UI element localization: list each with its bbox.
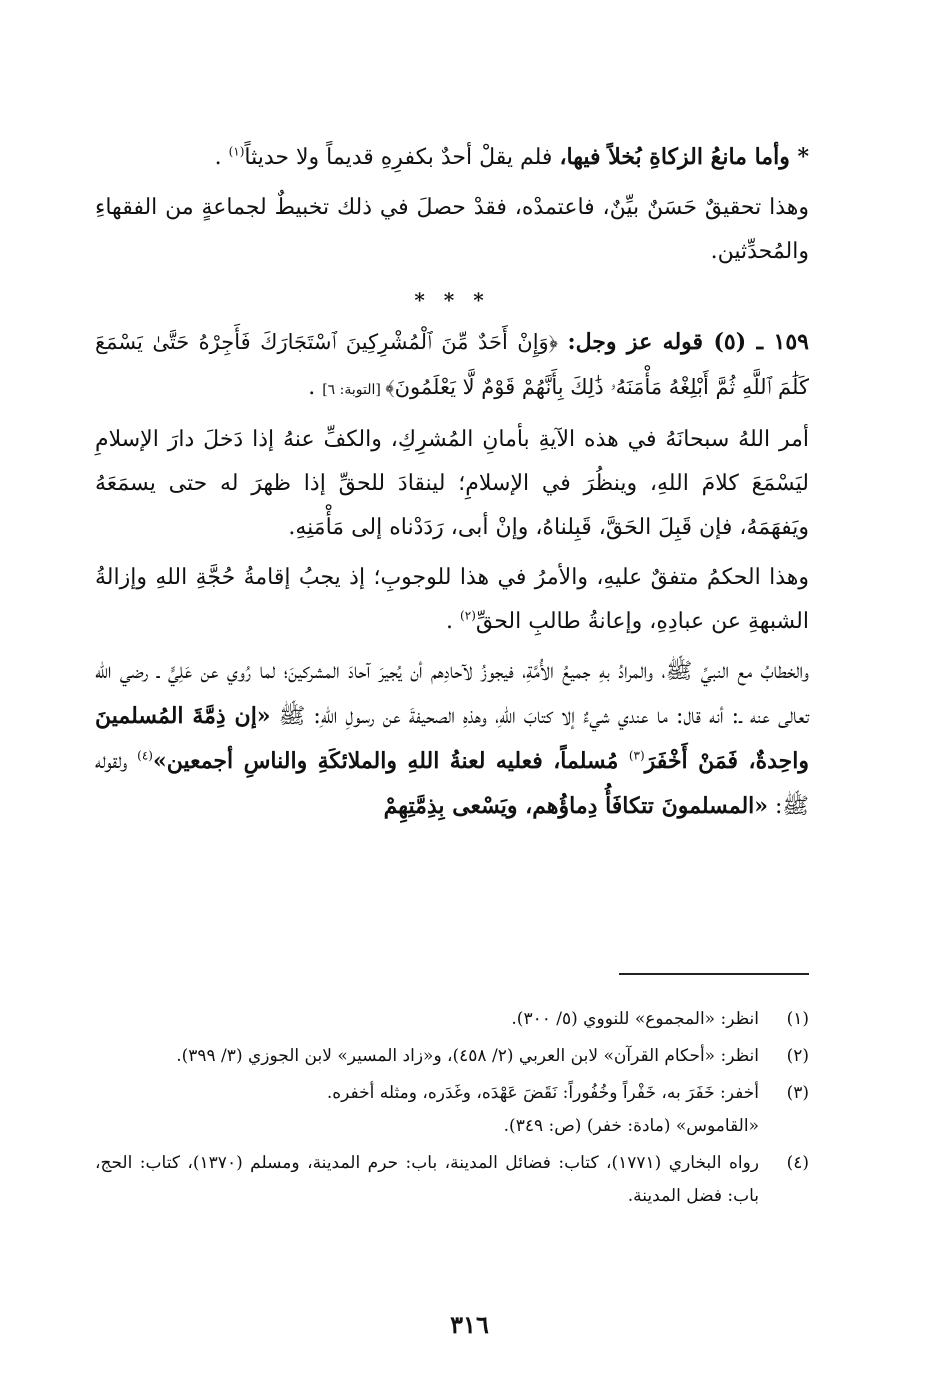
quran-verse: ﴿وَإِنْ أَحَدٌ مِّنَ ٱلْمُشْرِكِينَ ٱسْتَجَارَكَ فَأَجِرْهُ حَتَّىٰ يَسْمَعَ كَلَٰمَ ٱللَّهِ ثُمَّ أَبْلِغْهُ مَأْمَنَهُۥ ذَٰلِكَ بِأَنَّهُمْ قَوْمٌ لَّا يَعْلَمُونَ﴾ (95, 330, 809, 399)
footnote-line: رواه البخاري (١٧٧١)، كتاب: فضائل المدينة، باب: حرم المدينة، ومسلم (١٣٧٠)، كتاب: الحج، باب: فضل المدينة. (95, 1153, 759, 1206)
footnote-body (95, 1040, 759, 1073)
hadith-text: «إن ذِمَّةَ المُسلمينَ واحِدةٌ، فَمَنْ أَخْفَرَ (95, 703, 810, 774)
footnote-body (95, 1077, 759, 1143)
footnote-line: انظر: «المجموع» للنووي (٥/ ٣٠٠). (511, 1009, 759, 1029)
footnote-number: (٣) (786, 1083, 809, 1103)
footnote-number: (٤) (786, 1153, 809, 1173)
period: . (214, 145, 229, 170)
footnote-marker: (٣) (628, 748, 645, 763)
bold-lead: * وأما مانعُ الزكاةِ بُخلاً فيها، (559, 144, 809, 170)
paragraph-text: والخطابُ مع النبيِّ ﷺ، والمرادُ بهِ جميعُ الأُمَّةِ، فيجوزُ لآحادِهم أن يُجيرَ آحادَ المشركينَ؛ لما رُوي عن عَلِيٍّ ـ رضي الله تعالى عنه ـ: أنه قال: ما عندي شيءٌ إلا كتابَ اللهِ، وهذهِ الصحيفةَ عن رسولِ اللهِ: ﷺ (95, 659, 810, 729)
footnote-number: (١) (786, 1009, 809, 1029)
verse-heading: ١٥٩ ـ (٥) قوله عز وجل: (567, 329, 809, 355)
footnote-item (95, 1147, 809, 1213)
footnote-marker: (٢) (460, 608, 476, 623)
footnote-number: (٢) (786, 1046, 809, 1066)
paragraph-hukm (95, 556, 809, 644)
footnote-marker: (٤) (137, 748, 153, 763)
footnotes (95, 1003, 809, 1217)
period: . (446, 609, 461, 634)
footnote-item (95, 1003, 809, 1036)
footnote-separator-line (619, 973, 809, 975)
period: . (308, 375, 323, 400)
paragraph-zakat (95, 135, 809, 180)
footnote-item (95, 1077, 809, 1143)
section-separator-stars: * * * (414, 288, 490, 312)
footnote-line: أخفر: خَفَرَ به، خَفْراً وخُفُوراً: نَقَضَ عَهْدَه، وغَدَره، ومثله أخفره. (326, 1083, 759, 1103)
verse-reference: [التوبة: ٦] (322, 382, 386, 398)
hadith-text: مُسلماً، فعليه لعنةُ اللهِ والملائكَةِ والناسِ أجمعين» (152, 748, 629, 774)
paragraph-text: ولقوله ﷺ: (95, 749, 809, 819)
hadith-text: «المسلمونَ تتكافَأُ دِماؤُهم، ويَسْعى بِذِمَّتِهِمْ (383, 793, 769, 819)
footnote-item (95, 1040, 809, 1073)
paragraph-aman: أمر اللهُ سبحانَهُ في هذه الآيةِ بأمانِ المُشرِكِ، والكفِّ عنهُ إذا دَخلَ دارَ الإسلامِ ليَسْمَعَ كلامَ اللهِ، وينظُرَ في الإسلامِ؛ لينقادَ للحقِّ إذا ظهرَ له حتى يسمَعَهُ ويَفهَمَهُ، فإن قَبِلَ الحَقَّ، قَبِلناهُ، وإنْ أبى، رَدَدْناه إلى مَأْمَنِهِ. (95, 427, 809, 540)
paragraph-text: فلم يقلْ أحدٌ بكفرِهِ قديماً ولا حديثاً (244, 145, 560, 170)
paragraph-text: وهذا الحكمُ متفقٌ عليهِ، والأمرُ في هذا للوجوبِ؛ إذ يجبُ إقامةُ حُجَّةِ اللهِ وإزالةُ الشبهةِ عن عبادِهِ، وإعانةُ طالبِ الحقِّ (95, 565, 809, 634)
footnote-line: «القاموس» (مادة: خفر) (ص: ٣٤٩). (503, 1116, 759, 1136)
paragraph-khitab (95, 650, 809, 829)
paragraph-tahqiq: وهذا تحقيقٌ حَسَنٌ بيِّنٌ، فاعتمدْه، فقدْ حصلَ في ذلك تخبيطٌ لجماعةٍ من الفقهاءِ والمُحدِّثين. (95, 195, 809, 264)
page-number: ٣١٦ (450, 1310, 489, 1339)
footnote-body (95, 1003, 759, 1036)
main-text (95, 135, 809, 829)
footnote-body (95, 1147, 759, 1213)
footnote-marker: (١) (228, 144, 245, 159)
footnote-line: انظر: «أحكام القرآن» لابن العربي (٢/ ٤٥٨)، و«زاد المسير» لابن الجوزي (٣/ ٣٩٩). (176, 1046, 759, 1066)
verse-paragraph (95, 320, 809, 412)
